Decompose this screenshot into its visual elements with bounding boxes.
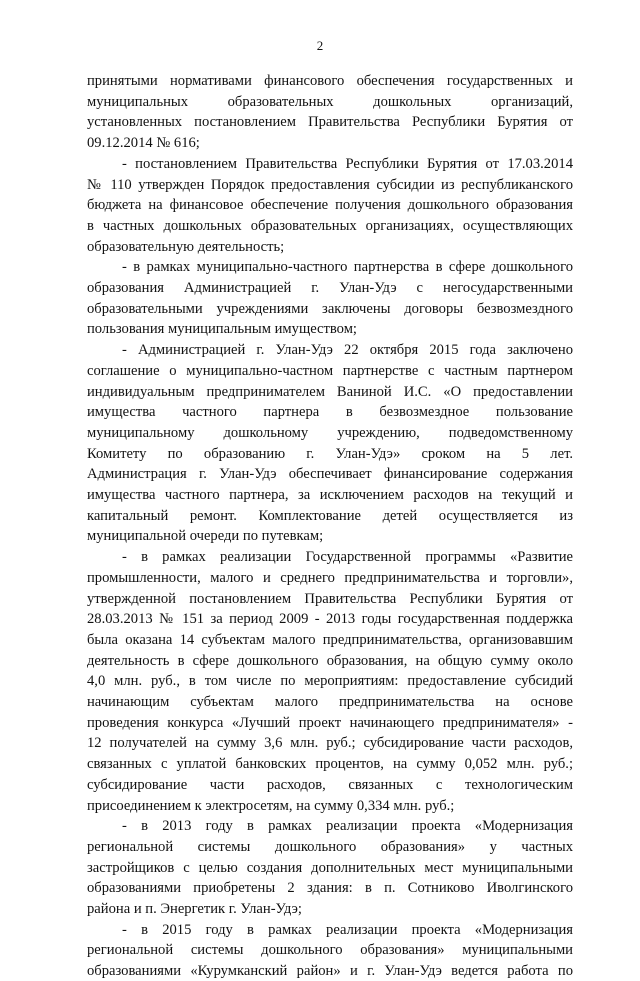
text-line: пользования муниципальным имуществом; — [87, 321, 357, 338]
text-line: утвержденной постановлением Правительства Республики Бурятия от — [87, 590, 573, 607]
text-line: образования Администрацией г. Улан-Удэ с негосударственными — [87, 280, 573, 296]
text-line: деятельность в сфере дошкольного образования, на общую сумму около — [87, 652, 573, 669]
text-line: имущества частного партнера в безвозмездное пользование — [87, 404, 573, 421]
text-line: региональной системы дошкольного образования» у частных — [87, 838, 573, 855]
text-line: Администрация г. Улан-Удэ обеспечивает финансирование содержания — [87, 466, 573, 483]
text-line: субсидирование части расходов, связанных с технологическим — [87, 776, 573, 793]
text-line: Комитету по образованию г. Улан-Удэ» сроком на 5 лет. — [87, 445, 573, 462]
text-line: в частных дошкольных образовательных организациях, осуществляющих — [87, 217, 573, 234]
text-line: региональной системы дошкольного образования» муниципальными — [87, 942, 573, 959]
text-line: 4,0 млн. руб., в том числе по мероприятиям: предоставление субсидий — [87, 673, 573, 690]
text-line: № 110 утвержден Порядок предоставления субсидии из республиканского — [87, 176, 573, 193]
text-line: присоединением к электросетям, на сумму 0,334 млн. руб.; — [87, 797, 455, 814]
text-line: соглашение о муниципально-частном партнерстве с частным партнером — [87, 362, 573, 379]
text-line: - в рамках реализации Государственной программы «Развитие — [122, 549, 573, 566]
text-line: 09.12.2014 № 616; — [87, 135, 200, 152]
text-line: муниципальной очереди по путевкам; — [87, 528, 324, 545]
text-line: была оказана 14 субъектам малого предпринимательства, организовавшим — [87, 631, 573, 648]
text-line: индивидуальным предпринимателем Ваниной И.С. «О предоставлении — [87, 383, 573, 400]
text-line: связанных с уплатой банковских процентов, на сумму 0,052 млн. руб.; — [87, 756, 573, 773]
text-line: имущества частного партнера, за исключением расходов на текущий и — [87, 487, 573, 503]
text-line: муниципальных образовательных дошкольных организаций, — [87, 93, 573, 110]
text-line: начинающим субъектам малого предпринимательства на основе — [87, 694, 573, 710]
text-line: - Администрацией г. Улан-Удэ 22 октября 2015 года заключено — [122, 342, 573, 359]
text-line: образованиями приобретены 2 здания: в п. Сотниково Иволгинского — [87, 880, 573, 897]
text-line: промышленности, малого и среднего предпринимательства и торговли», — [87, 569, 573, 586]
text-line: 28.03.2013 № 151 за период 2009 - 2013 годы государственная поддержка — [87, 611, 573, 628]
text-line: проведения конкурса «Лучший проект начинающего предпринимателя» - — [87, 714, 573, 731]
text-line: - в 2013 году в рамках реализации проекта «Модернизация — [122, 818, 573, 835]
text-line: бюджета на финансовое обеспечение получения дошкольного образования — [87, 197, 573, 214]
text-line: принятыми нормативами финансового обеспечения государственных и — [87, 73, 573, 89]
text-line: образованиями «Курумканский район» и г. Улан-Удэ ведется работа по — [87, 963, 573, 980]
text-line: капитальный ремонт. Комплектование детей осуществляется из — [87, 507, 573, 524]
text-line: - в 2015 году в рамках реализации проекта «Модернизация — [122, 921, 573, 938]
page-number: 2 — [316, 38, 324, 53]
text-line: образовательными учреждениями заключены договоры безвозмездного — [87, 300, 573, 317]
text-line: образовательную деятельность; — [87, 238, 285, 255]
text-line: установленных постановлением Правительства Республики Бурятия от — [87, 114, 573, 131]
text-line: 12 получателей на сумму 3,6 млн. руб.; субсидирование части расходов, — [87, 735, 573, 752]
text-line: района и п. Энергетик г. Улан-Удэ; — [87, 901, 302, 917]
text-line: - постановлением Правительства Республики Бурятия от 17.03.2014 — [122, 155, 573, 172]
text-line: муниципальному дошкольному учреждению, подведомственному — [87, 424, 573, 441]
text-line: застройщиков с целью создания дополнительных мест муниципальными — [87, 859, 573, 876]
text-line: - в рамках муниципально-частного партнерства в сфере дошкольного — [122, 259, 573, 276]
